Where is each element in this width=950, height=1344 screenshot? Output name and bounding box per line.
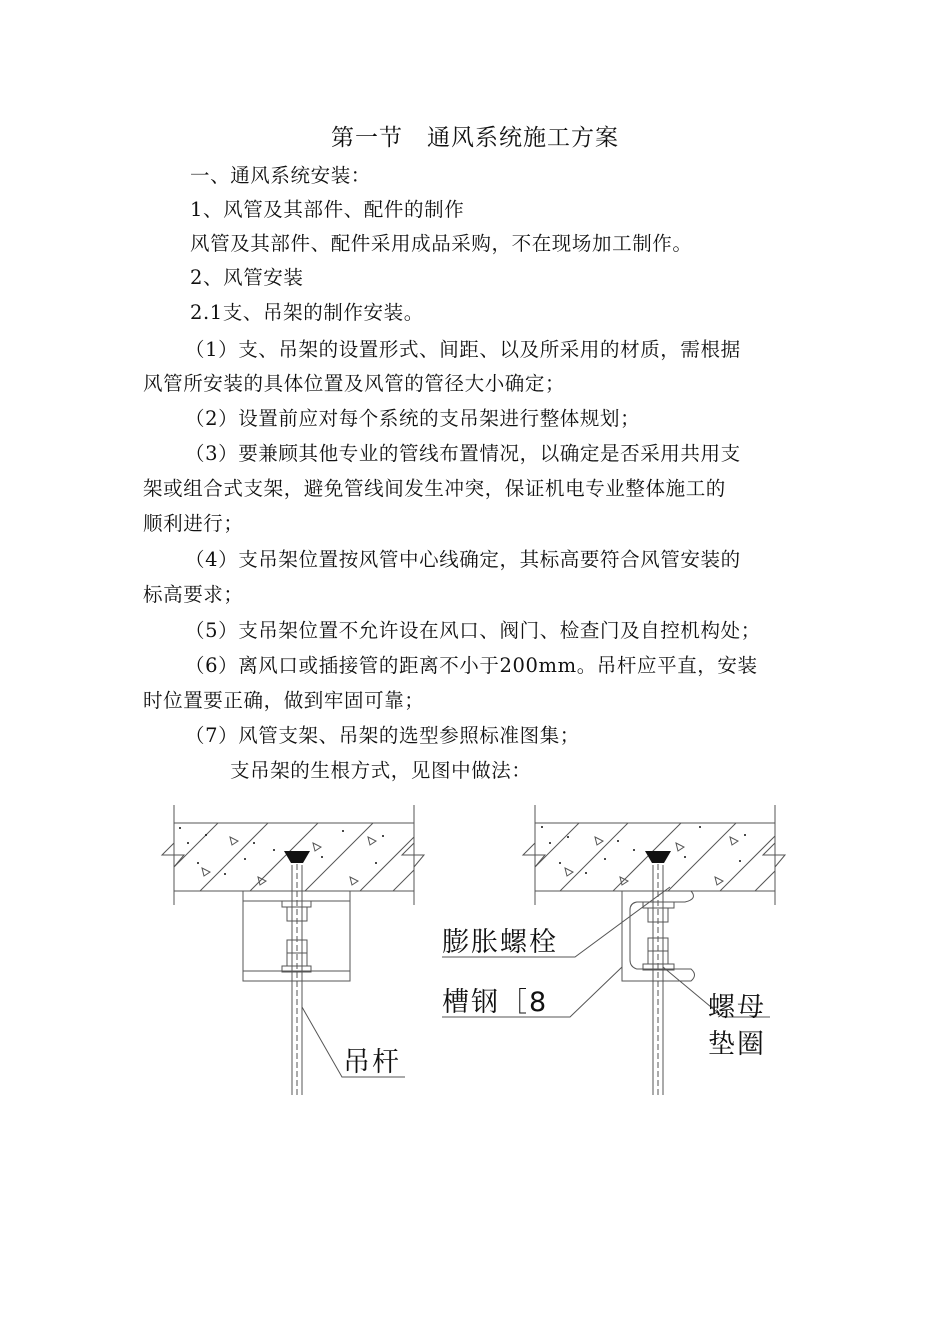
list-item-6: （6）离风口或插接管的距离不小于200mm。吊杆应平直，安装: [185, 654, 758, 677]
heading-support-install: 2.1支、吊架的制作安装。: [190, 301, 424, 324]
heading-duct-install: 2、风管安装: [190, 266, 304, 289]
list-item-1: （1）支、吊架的设置形式、间距、以及所采用的材质，需根据: [185, 338, 741, 361]
list-item-6-cont: 时位置要正确，做到牢固可靠；: [143, 689, 425, 712]
paragraph-line: 风管及其部件、配件采用成品采购，不在现场加工制作。: [190, 232, 693, 255]
list-item-5: （5）支吊架位置不允许设在风口、阀门、检查门及自控机构处；: [185, 619, 761, 642]
list-item-3: （3）要兼顾其他专业的管线布置情况，以确定是否采用共用支: [185, 442, 741, 465]
figure-caption: 支吊架的生根方式，见图中做法：: [230, 759, 532, 782]
list-item-7: （7）风管支架、吊架的选型参照标准图集；: [185, 724, 580, 747]
list-item-4-cont: 标高要求；: [143, 583, 244, 606]
label-washer: 垫圈: [708, 1029, 766, 1060]
section-title: 第一节 通风系统施工方案: [331, 125, 619, 151]
support-hanger-diagram: [150, 795, 800, 1105]
list-item-3-cont: 顺利进行；: [143, 512, 244, 535]
heading-ventilation-install: 一、通风系统安装：: [190, 164, 371, 187]
list-item-4: （4）支吊架位置按风管中心线确定，其标高要符合风管安装的: [185, 548, 741, 571]
list-item-1-cont: 风管所安装的具体位置及风管的管径大小确定；: [143, 372, 566, 395]
label-expansion-bolt: 膨胀螺栓: [442, 927, 558, 958]
list-item-2: （2）设置前应对每个系统的支吊架进行整体规划；: [185, 407, 641, 430]
list-item-3-cont: 架或组合式支架，避免管线间发生冲突，保证机电专业整体施工的: [143, 477, 726, 500]
heading-duct-fabrication: 1、风管及其部件、配件的制作: [190, 198, 465, 221]
label-nut: 螺母: [708, 992, 766, 1023]
label-hanger-rod: 吊杆: [343, 1047, 401, 1078]
label-channel-steel: 槽钢［8: [442, 987, 549, 1018]
